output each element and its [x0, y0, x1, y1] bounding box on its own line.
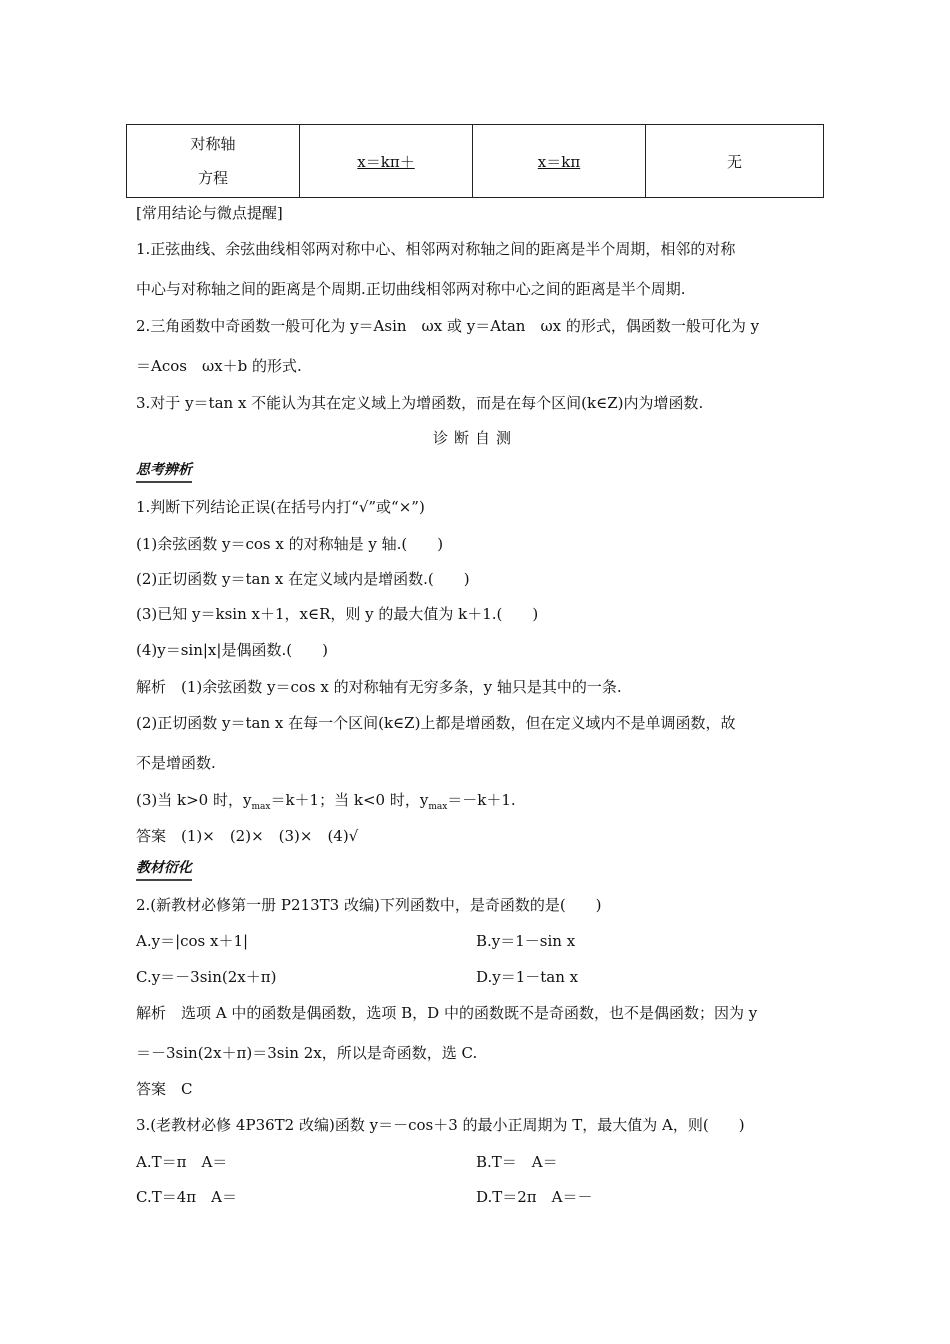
max-subscript: max	[251, 802, 271, 812]
q1-analysis-3-post: ＝－k＋1.	[447, 791, 516, 809]
sin-axis-cell	[300, 125, 473, 198]
q1-item-4: (4)y＝sin|x|是偶函数.( )	[136, 641, 328, 659]
q1-analysis-2a: (2)正切函数 y＝tan x 在每一个区间(k∈Z)上都是增函数，但在定义域内不是单调函数，故	[136, 714, 736, 732]
q1-item-3: (3)已知 y＝ksin x＋1，x∈R，则 y 的最大值为 k＋1.( )	[136, 605, 539, 623]
q1-analysis-1: 解析 (1)余弦函数 y＝cos x 的对称轴有无穷多条，y 轴只是其中的一条.	[136, 678, 622, 696]
q2-option-d: D.y＝1－tan x	[476, 968, 579, 986]
q3-option-b: B.T＝ A＝	[476, 1153, 558, 1171]
q1-analysis-3-mid: ＝k＋1；当 k<0 时，y	[270, 791, 429, 809]
max-subscript-2: max	[428, 802, 448, 812]
row-label-line1: 对称轴	[190, 135, 236, 153]
remark-2-line2: ＝Acos ωx＋b 的形式.	[136, 357, 302, 375]
q1-analysis-3	[136, 790, 516, 817]
remarks-title: [常用结论与微点提醒]	[136, 204, 283, 222]
q1-stem: 1.判断下列结论正误(在括号内打“√”或“×”)	[136, 498, 425, 516]
tag-thinking: 思考辨析	[136, 461, 192, 483]
q3-option-c: C.T＝4π A＝	[136, 1188, 237, 1206]
q2-analysis-2: ＝－3sin(2x＋π)＝3sin 2x，所以是奇函数，选 C.	[136, 1044, 478, 1062]
row-label-line2: 方程	[197, 169, 228, 187]
remark-1-line2: 中心与对称轴之间的距离是个周期.正切曲线相邻两对称中心之间的距离是半个周期.	[136, 280, 686, 298]
q3-option-a: A.T＝π A＝	[136, 1153, 228, 1171]
q2-option-b: B.y＝1－sin x	[476, 932, 576, 950]
cos-axis-value: x＝kπ	[537, 152, 581, 171]
q3-stem: 3.(老教材必修 4P36T2 改编)函数 y＝－cos＋3 的最小正周期为 T，最大值为 A，则( )	[136, 1116, 745, 1134]
section-title: 诊断自测	[432, 429, 517, 447]
tan-axis-value: 无	[726, 152, 742, 171]
remark-2-line1: 2.三角函数中奇函数一般可化为 y＝Asin ωx 或 y＝Atan ωx 的形式，偶函数一般可化为 y	[136, 317, 760, 335]
q2-option-a: A.y＝|cos x＋1|	[136, 932, 249, 950]
symmetry-table	[126, 124, 824, 198]
q2-stem: 2.(新教材必修第一册 P213T3 改编)下列函数中，是奇函数的是( )	[136, 896, 602, 914]
tan-axis-cell	[646, 125, 824, 198]
q1-analysis-2b: 不是增函数.	[136, 754, 216, 772]
q2-answer: 答案 C	[136, 1080, 193, 1098]
tag-textbook: 教材衍化	[136, 859, 192, 881]
q1-analysis-3-pre: (3)当 k>0 时，y	[136, 791, 252, 809]
remark-1-line1: 1.正弦曲线、余弦曲线相邻两对称中心、相邻两对称轴之间的距离是半个周期，相邻的对称	[136, 240, 736, 258]
cos-axis-cell	[473, 125, 646, 198]
q2-option-c: C.y＝－3sin(2x＋π)	[136, 968, 277, 986]
q2-analysis-1: 解析 选项 A 中的函数是偶函数，选项 B，D 中的函数既不是奇函数，也不是偶函数；因为 y	[136, 1004, 758, 1022]
q3-option-d: D.T＝2π A＝－	[476, 1188, 593, 1206]
q1-item-1: (1)余弦函数 y＝cos x 的对称轴是 y 轴.( )	[136, 535, 444, 553]
row-label-cell	[127, 125, 300, 198]
q1-answer: 答案 (1)× (2)× (3)× (4)√	[136, 827, 359, 845]
remark-3: 3.对于 y＝tan x 不能认为其在定义域上为增函数，而是在每个区间(k∈Z)内为增函数.	[136, 394, 704, 412]
sin-axis-value: x＝kπ＋	[357, 152, 415, 171]
q1-item-2: (2)正切函数 y＝tan x 在定义域内是增函数.( )	[136, 570, 470, 588]
